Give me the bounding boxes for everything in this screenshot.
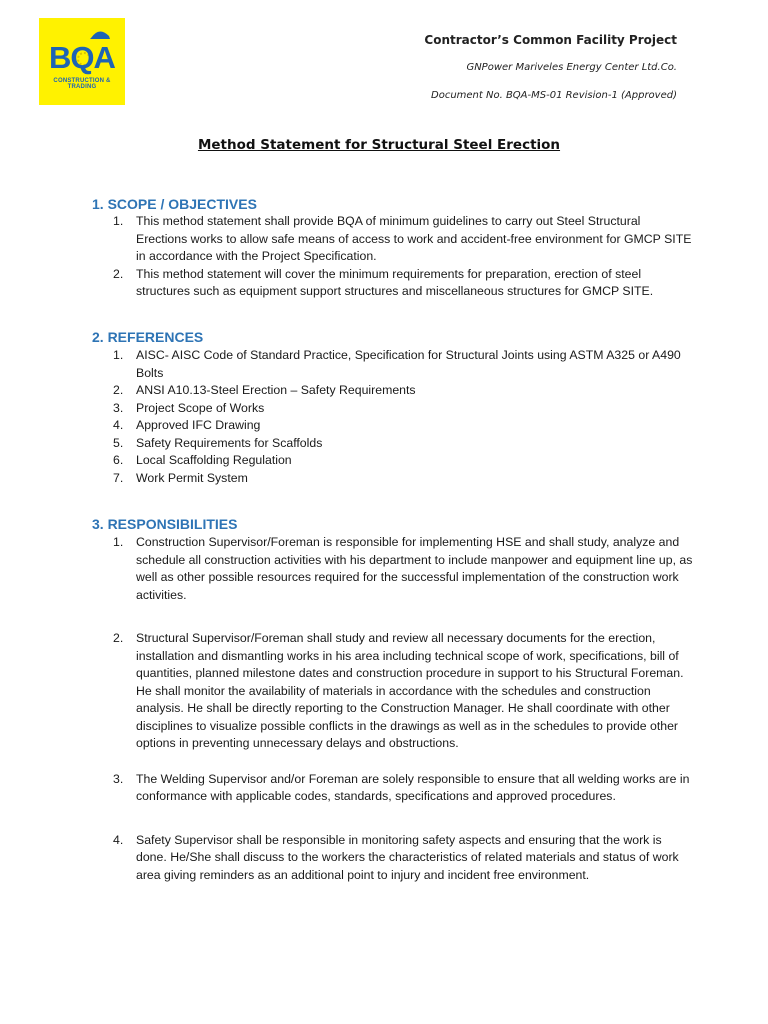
list-item [94,347,694,382]
responsibilities-list [94,534,694,884]
item-text: Work Permit System [136,470,248,485]
list-item [94,470,694,488]
section-heading-scope: 1. SCOPE / OBJECTIVES [92,196,257,212]
item-number: 2. [113,383,124,397]
item-number: 3. [113,771,124,786]
company-logo [39,18,125,105]
item-text: Approved IFC Drawing [136,418,261,432]
item-number: 2. [113,631,124,645]
client-name: GNPower Mariveles Energy Center Ltd.Co. [466,62,677,73]
list-item [94,534,694,604]
scope-list [94,213,694,301]
list-item [94,630,694,753]
list-item [94,452,694,470]
item-text: This method statement will cover the minimum requirements for preparation, erection of steel structures such as equipment support structures and miscellaneous structures for GMCP SITE. [136,266,654,298]
list-item [94,435,694,453]
references-list [94,347,694,487]
item-number: 1. [113,348,124,362]
list-item [94,417,694,435]
document-number: Document No. BQA-MS-01 Revision-1 (Approved) [431,90,677,101]
item-number: 3. [113,400,124,415]
item-number: 5. [113,435,124,450]
item-text: Structural Supervisor/Foreman shall study and review all necessary documents for the erection, installation and dismantling works in his area including technical scope of work, specifications, bill of quantities, planned milestone dates and construction procedure in support to his Structural Foreman. He shall monitor the availability of materials in accordance with the schedules and construction analysis. He shall be directly reporting to the Construction Manager. He shall coordinate with other disciplines to visualize possible conflicts in the drawings as well as in the schedules to provide other options in preventing unnecessary delays and obstructions. [136,631,684,750]
item-text: Construction Supervisor/Foreman is responsible for implementing HSE and shall study, analyze and schedule all construction activities with his department to include manpower and equipment line up, as well as other possible resources required for the successful implementation of the construction work activities. [136,535,693,602]
project-name: Contractor’s Common Facility Project [424,33,677,47]
hard-hat-icon [90,31,110,39]
item-number: 4. [113,418,124,432]
section-heading-references: 2. REFERENCES [92,329,204,345]
item-text: The Welding Supervisor and/or Foreman are solely responsible to ensure that all welding works are in conformance with applicable codes, standards, specifications and approved procedures. [136,771,690,803]
item-text: Safety Requirements for Scaffolds [136,435,323,450]
item-text: AISC- AISC Code of Standard Practice, Specification for Structural Joints using ASTM A325 or A490 Bolts [136,348,681,380]
item-number: 7. [113,470,124,485]
item-number: 1. [113,535,124,549]
list-item [94,400,694,418]
document-title: Method Statement for Structural Steel Erection [197,137,561,153]
item-text: This method statement shall provide BQA of minimum guidelines to carry out Steel Structural Erections works to allow safe means of access to work and accident-free environment for GMCP SITE in accordance with the Project Specification. [136,214,692,263]
logo-letters: BQA [49,40,115,75]
logo-subtitle: CONSTRUCTION & TRADING [53,78,111,90]
item-text: ANSI A10.13-Steel Erection – Safety Requirements [136,383,416,397]
item-number: 1. [113,214,124,228]
item-text: Local Scaffolding Regulation [136,453,292,467]
item-text: Project Scope of Works [136,400,265,415]
section-heading-responsibilities: 3. RESPONSIBILITIES [92,516,238,532]
item-text: Safety Supervisor shall be responsible in monitoring safety aspects and ensuring that the work is done. He/She shall discuss to the workers the characteristics of related materials and status of work area giving reminders as an additional point to injury and incident free environment. [136,832,679,882]
list-item [94,382,694,400]
list-item [94,213,694,266]
list-item [94,266,694,301]
list-item [94,771,694,806]
item-number: 4. [113,832,124,847]
item-number: 2. [113,266,124,281]
list-item [94,832,694,885]
item-number: 6. [113,453,124,467]
